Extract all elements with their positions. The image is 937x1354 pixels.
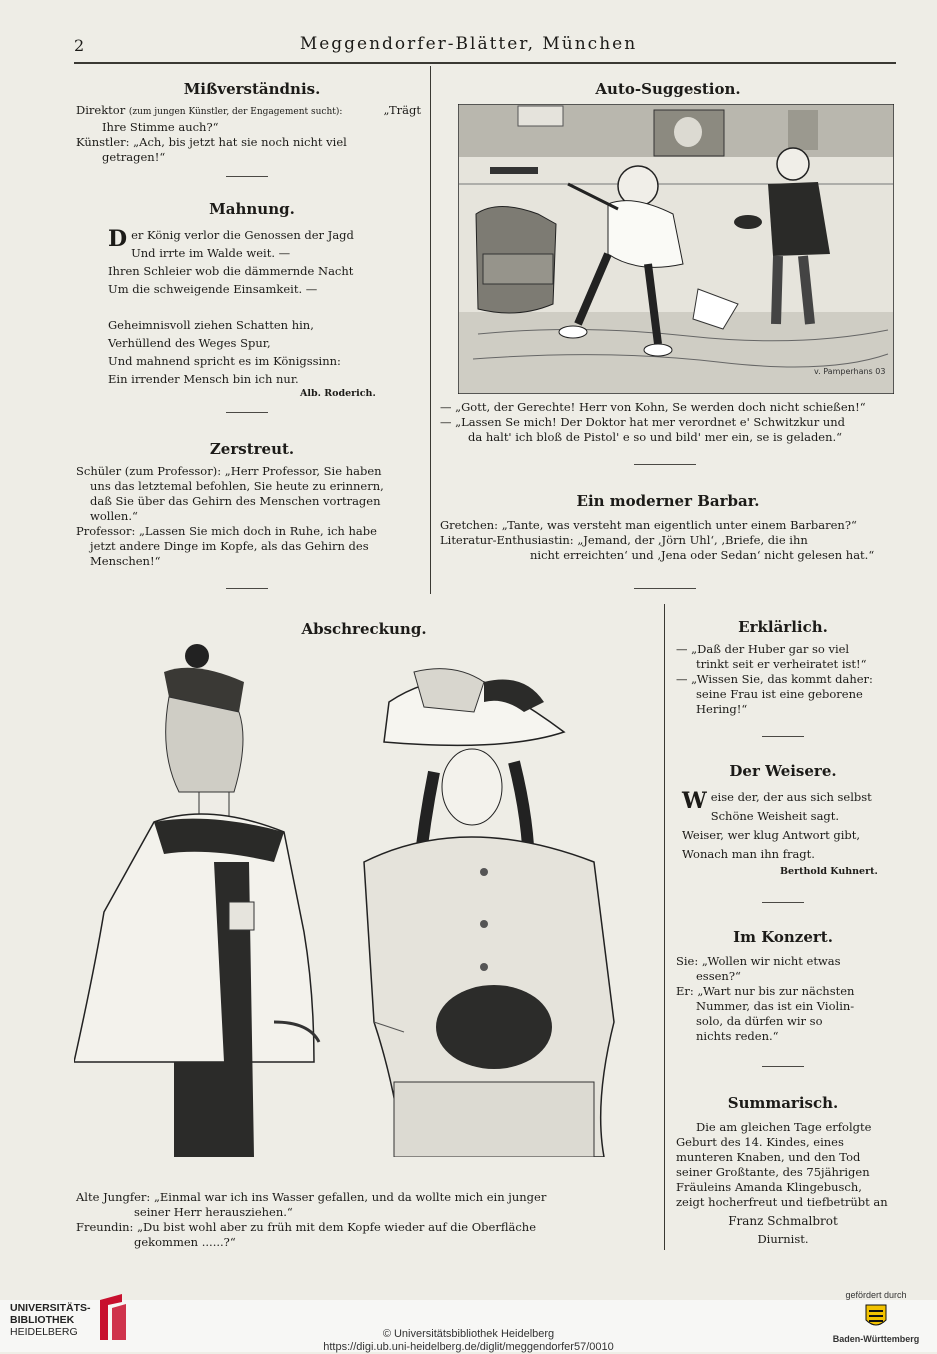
weisere-poem: [682, 788, 892, 864]
poem-line: Schöne Weisheit sagt.: [710, 809, 840, 823]
separator: [762, 1066, 804, 1067]
separator: [634, 464, 696, 465]
erklaerlich-text: [676, 642, 894, 717]
summarisch-title: Summarisch.: [727, 1094, 839, 1112]
logo-line: UNIVERSITÄTS-: [10, 1302, 91, 1314]
separator: [762, 736, 804, 737]
dialog-line: getragen!“: [102, 150, 166, 164]
dialog-line: Literatur-Enthusiastin: „Jemand, der ‚Jörn Uhl‘, ‚Briefe, die ihn: [440, 533, 808, 547]
mahnung-title: Mahnung.: [209, 200, 295, 218]
source-url[interactable]: https://digi.ub.uni-heidelberg.de/diglit/meggendorfer57/0010: [323, 1341, 614, 1353]
zerstreut-title: Zerstreut.: [209, 440, 295, 458]
mahnung-poem: [108, 226, 408, 388]
dialog-line: — „Daß der Huber gar so viel: [676, 642, 850, 656]
bw-label: Baden-Württemberg: [832, 1334, 920, 1344]
copyright-block: [0, 1328, 937, 1354]
separator: [226, 412, 268, 413]
auto-caption: [440, 400, 896, 445]
poem-line: Geheimnisvoll ziehen Schatten hin,: [108, 318, 314, 332]
dialog-line: Nummer, das ist ein Violin-: [696, 999, 855, 1013]
dialog-line: uns das letztemal befohlen, Sie heute zu erinnern,: [90, 479, 384, 493]
summarisch-text: [676, 1120, 894, 1210]
poem-line: Verhüllend des Weges Spur,: [108, 336, 271, 350]
dialog-line: nicht erreichten‘ und ‚Jena oder Sedan‘ nicht gelesen hat.“: [530, 548, 875, 562]
poem-line: er König verlor die Genossen der Jagd: [131, 228, 354, 242]
poem-line: eise der, der aus sich selbst: [710, 790, 872, 804]
poem-line: Ihren Schleier wob die dämmernde Nacht: [108, 264, 354, 278]
poem-line: Ein irrender Mensch bin ich nur.: [108, 372, 299, 386]
signatory-title: Diurnist.: [757, 1232, 809, 1246]
funded-by: gefördert durch: [845, 1290, 907, 1300]
abschreckung-title: Abschreckung.: [301, 620, 427, 638]
zerstreut-text: [76, 464, 421, 569]
bw-crest-icon: [861, 1302, 891, 1332]
dialog-line: gekommen ......?“: [134, 1235, 236, 1249]
dialog-line: wollen.“: [90, 509, 138, 523]
dialog-line: Hering!“: [696, 702, 748, 716]
author: Alb. Roderich.: [300, 388, 376, 399]
text-line: Geburt des 14. Kindes, eines: [676, 1135, 844, 1149]
dialog-line: Ihre Stimme auch?“: [102, 120, 219, 134]
copyright: © Universitätsbibliothek Heidelberg: [382, 1328, 555, 1340]
text-line: zeigt hocherfreut und tiefbetrübt an: [676, 1195, 888, 1209]
separator: [634, 588, 696, 589]
erklaerlich-title: Erklärlich.: [738, 618, 828, 636]
dialog-line: Professor: „Lassen Sie mich doch in Ruhe, ich habe: [76, 524, 377, 538]
page-title: Meggendorfer-Blätter, München: [299, 34, 638, 54]
column-divider: [430, 66, 431, 594]
logo-line: BIBLIOTHEK: [10, 1314, 75, 1326]
poem-line: Und mahnend spricht es im Königssinn:: [108, 354, 341, 368]
dialog-line: seiner Herr herausziehen.“: [134, 1205, 293, 1219]
text-line: seiner Großtante, des 75jährigen: [676, 1165, 870, 1179]
abschreckung-illustration: [74, 642, 654, 1157]
dialog-line: seine Frau ist eine geborene: [696, 687, 863, 701]
poem-line: Und irrte im Walde weit. —: [131, 246, 291, 260]
text-line: munteren Knaben, und den Tod: [676, 1150, 861, 1164]
weisere-title: Der Weisere.: [729, 762, 837, 780]
poem-line: Weiser, wer klug Antwort gibt,: [682, 828, 861, 842]
poem-line: Um die schweigende Einsamkeit. —: [108, 282, 318, 296]
missverstaendnis-title: Mißverständnis.: [183, 80, 321, 98]
speaker-direktor: Direktor: [76, 103, 126, 117]
dialog-line: Freundin: „Du bist wohl aber zu früh mit dem Kopfe wieder auf die Oberfläche: [76, 1220, 537, 1234]
separator: [226, 588, 268, 589]
dialog-start: „Trägt: [383, 103, 421, 117]
logo-line: HEIDELBERG: [10, 1326, 78, 1338]
dialog-line: nichts reden.“: [696, 1029, 779, 1043]
signatory: Franz Schmalbrot: [728, 1214, 838, 1228]
text-line: Fräuleins Amanda Klingebusch,: [676, 1180, 862, 1194]
dialog-line: Er: „Wart nur bis zur nächsten: [676, 984, 855, 998]
dialog-line: Menschen!“: [90, 554, 161, 568]
konzert-title: Im Konzert.: [733, 928, 833, 946]
pistol: [490, 167, 538, 174]
auto-suggestion-illustration: [458, 104, 894, 394]
separator: [762, 902, 804, 903]
dialog-line: — „Wissen Sie, das kommt daher:: [676, 672, 873, 686]
dialog-line: — „Gott, der Gerechte! Herr von Kohn, Se werden doch nicht schießen!“: [440, 400, 866, 414]
dialog-line: — „Lassen Se mich! Der Doktor hat mer verordnet e' Schwitzkur und: [440, 415, 846, 429]
funding-block: [826, 1290, 926, 1344]
dialog-line: Künstler: „Ach, bis jetzt hat sie noch nicht viel: [76, 135, 347, 149]
poem-line: Wonach man ihn fragt.: [682, 847, 815, 861]
dialog-line: Sie: „Wollen wir nicht etwas: [676, 954, 841, 968]
dialog-line: essen?“: [696, 969, 741, 983]
drop-cap: W: [682, 788, 707, 814]
barbar-text: [440, 518, 896, 563]
text-line: Die am gleichen Tage erfolgte: [696, 1120, 872, 1134]
page-number: 2: [74, 36, 85, 55]
separator: [226, 176, 268, 177]
header-rule: [74, 62, 896, 64]
dialog-line: Gretchen: „Tante, was versteht man eigentlich unter einem Barbaren?“: [440, 518, 857, 532]
drop-cap: D: [108, 226, 128, 252]
konzert-text: [676, 954, 894, 1044]
dialog-line: Alte Jungfer: „Einmal war ich ins Wasser gefallen, und da wollte mich ein junger: [76, 1190, 547, 1204]
auto-title: Auto-Suggestion.: [595, 80, 741, 98]
abschreckung-caption: [76, 1190, 656, 1250]
column-divider-lower: [664, 604, 665, 1250]
dialog-line: Schüler (zum Professor): „Herr Professor, Sie haben: [76, 464, 382, 478]
author: Berthold Kuhnert.: [780, 866, 878, 877]
dialog-line: jetzt andere Dinge im Kopfe, als das Gehirn des: [90, 539, 369, 553]
barbar-title: Ein moderner Barbar.: [576, 492, 760, 510]
stage-note: (zum jungen Künstler, der Engagement sucht):: [128, 107, 343, 117]
missverstaendnis-text: [76, 103, 421, 165]
dialog-line: solo, da dürfen wir so: [696, 1014, 823, 1028]
dialog-line: daß Sie über das Gehirn des Menschen vortragen: [90, 494, 381, 508]
illustration-signature: v. Pamperhans 03: [814, 367, 886, 376]
dialog-line: trinkt seit er verheiratet ist!“: [696, 657, 867, 671]
dialog-line: da halt' ich bloß de Pistol' e so und bild' mer ein, se is geladen.“: [468, 430, 843, 444]
